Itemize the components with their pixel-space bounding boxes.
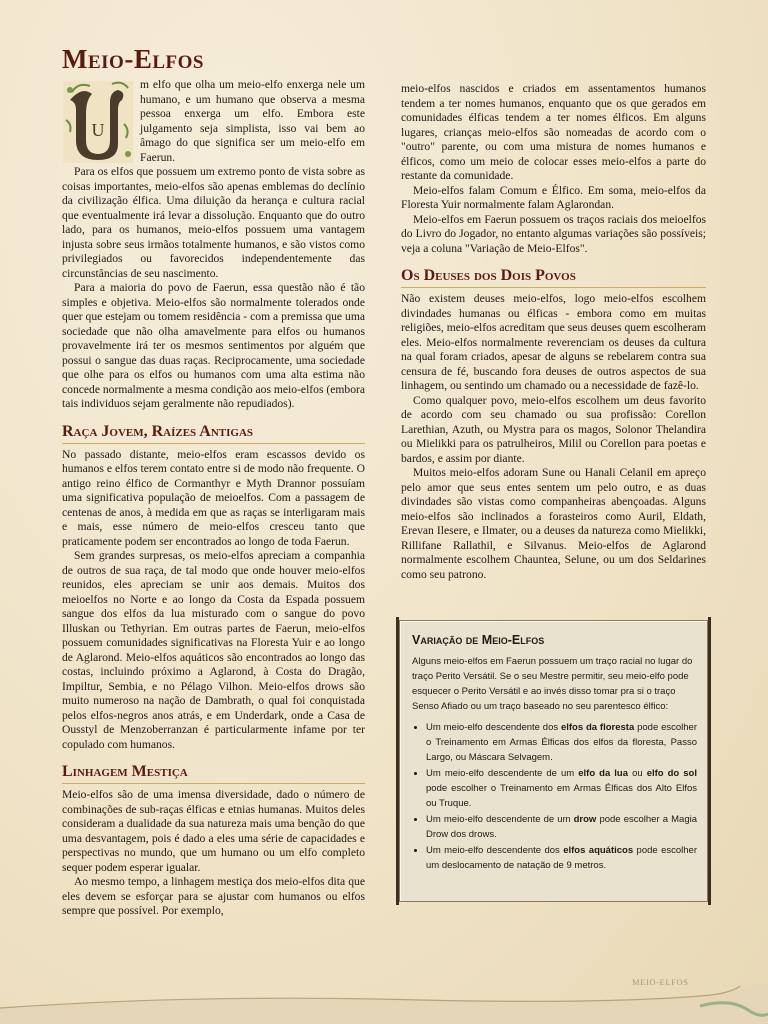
right-column <box>401 82 706 582</box>
section3-paragraph-2: Como qualquer povo, meio-elfos escolhem um deus favorito de acordo com seu chamado ou sua profissão: Corellon Larethian, Azuth, ou Mystra para os magos, Solonor Thelandira ou Mielikki para os patrulheiros, Milil ou Corellon para poetas e bardos, e assim por diante. <box>401 393 706 465</box>
section3-paragraph-3: Muitos meio-elfos adoram Sune ou Hanali Celanil em apreço pelo amor que seus entes sentem um pelo outro, e as duas divindades são vistas como companheiras abençoadas. Alguns meio-elfos são inclinados a forasteiros como Auril, Eldath, Erevan Ilesere, e Ilmater, ou a deuses da natureza como Mielikki, Rillifane Rallathil, e Silvanus. Meio-elfos de Aglarond normalmente escolhem Chauntea, Selune, ou um dos Seldarines como seu patrono. <box>401 466 706 581</box>
dropcap-u-icon <box>62 80 134 164</box>
section2-paragraph-2: Ao mesmo tempo, a linhagem mestiça dos meio-elfos dita que eles devem se esforçar para se ajustar com humanos ou elfos sempre que possível. Por exemplo, <box>62 875 365 917</box>
sidebar-title: Variação de Meio-Elfos <box>412 633 545 647</box>
section3-paragraph-1: Não existem deuses meio-elfos, logo meio-elfos escolhem divindades humanas ou élficas - embora como em muitas religiões, meio-elfos acreditam que seus deuses quem escolheram eles. Meio-elfos normalmente reverenciam os deuses da cultura na qual foram criados, apesar de alguns se rebelarem contra sua censura de fé, buscando fora deuses de outros aspectos de sua linhagem, ou sentindo um chamado ou a necessidade de fazê-lo. <box>401 292 706 392</box>
section1-paragraph-1: No passado distante, meio-elfos eram escassos devido os humanos e elfos terem contato entre si de modo não frequente. O antigo reino élfico de Cormanthyr e Myth Drannor possuíam uma significativa população de meioelfos. Com a passagem de centenas de anos, à medida em que as raças se interligaram mais e mais, esse número de meio-elfos cresceu tanto que praticamente podem ser encontrados ao longo de toda Faerun. <box>62 447 365 548</box>
intro-paragraph: m elfo que olha um meio-elfo enxerga nele um humano, e um humano que observa a mesma pessoa enxerga um elfo. Embora este julgamento seja simplista, isso vai bem ao âmago do que significa ser um meio-elfo em Faerun. <box>140 78 365 164</box>
right-paragraph-3: Meio-elfos em Faerun possuem os traços raciais dos meioelfos do Livro do Jogador, no entanto algumas variações são possíveis; veja a coluna "Variação de Meio-Elfos". <box>401 212 706 255</box>
sidebar-list <box>412 720 697 873</box>
sidebar-text: Alguns meio-elfos em Faerun possuem um traço racial no lugar do traço Perito Versátil. Se o seu Mestre permitir, seu meio-elfo pode esquecer o Perito Versátil e ao invés disso tomar pra si o traço Senso Afiado ou um traço baseado no seu parentesco élfico: <box>412 656 693 712</box>
sidebar-variacao <box>399 620 708 902</box>
section-heading-linhagem: Linhagem Mestiça <box>62 762 365 784</box>
intro-paragraph-3: Para a maioria do povo de Faerun, essa questão não é tão simples e objetiva. Meio-elfos são normalmente tolerados onde quer que estejam ou tomem residência - com a premissa que uma sociedade que não olha amavelmente para elfos ou humanos provavelmente irá ter os mesmos sentimentos por alguém que possui o sangue das duas raças. Reciprocamente, uma sociedade que olhe para os elfos ou humanos com uma alta estima não concede normalmente a mesma condição aos meio-elfos (embora tais individuos sejam geralmente não repudiados). <box>62 281 365 410</box>
section-heading-deuses: Os Deuses dos Dois Povos <box>401 266 706 288</box>
section1-paragraph-2: Sem grandes surpresas, os meio-elfos apreciam a companhia de outros de sua raça, de tal modo que onde houver meio-elfos reunidos, eles apreciam se unir aos demais. Muitos dos meioelfos no Norte e ao longo da Costa da Espada possuem sangue dos elfos da lua misturado com o sangue do povo Illuskan ou Tethyrian. Em outras partes de Faerun, meio-elfos possuem comunidades significativas na Floresta Yuir e ao longo de Aglarond. Meio-elfos aquáticos são encontrados ao longo das costas, incluindo próximo a Aglarond, à Costa do Dragão, Impiltur, Sembia, e no Pélago Vilhon. Meio-elfos drows são muito numeroso na nação de Dambrath, o qual foi conquistada pelos elfos-negros anos atrás, e em Underdark, onde a Casa de Ousstyl de Menzoberranzan é particularmente infame por ter copulado com humanos. <box>62 549 365 751</box>
dropcap-letter: U <box>91 120 105 140</box>
footer-label: MEIO-ELFOS <box>632 977 689 987</box>
list-item: • Um meio-elfo descendente de um elfo da lua ou elfo do sol pode escolher o Treinamento em Armas Élficas dos Alto Elfos ou Truque. <box>426 766 697 811</box>
list-item: • Um meio-elfo descendente dos elfos da floresta pode escolher o Treinamento em Armas Élficas dos elfos da floresta, Passo Largo, ou Máscara Selvagem. <box>426 720 697 765</box>
left-column <box>62 78 365 919</box>
footer-ornament-icon <box>0 984 768 1024</box>
right-paragraph-1: meio-elfos nascidos e criados em assentamentos humanos tendem a ter nomes humanos, enquanto que os que gerados em comunidades élficas tendem a ter nomes élficos. Em alguns lugares, crianças meio-elfos são nomeadas de acordo com o "outro" parente, ou com uma mistura de nomes humanos e élficos, como um meio de colocar esses meio-elfos a parte do restante da comunidade. <box>401 82 706 182</box>
section2-paragraph-1: Meio-elfos são de uma imensa diversidade, dado o número de combinações de sub-raças élficas e etnias humanas. Muitos deles consideram a dualidade da sua natureza mais uma benção do que uma desvantagem, pois é dado a eles uma série de capacidades e perspectivas no mundo, que um humano ou um elfo completo sequer podem esperar igualar. <box>62 788 365 874</box>
intro-block <box>62 78 365 281</box>
section-heading-raca-jovem: Raça Jovem, Raízes Antigas <box>62 422 365 444</box>
list-item: • Um meio-elfo descendente dos elfos aquáticos pode escolher um deslocamento de natação de 9 metros. <box>426 843 697 873</box>
list-item: • Um meio-elfo descendente de um drow pode escolher a Magia Drow dos drows. <box>426 812 697 842</box>
right-paragraph-2: Meio-elfos falam Comum e Élfico. Em soma, meio-elfos da Floresta Yuir normalmente falam Aglarondan. <box>401 183 706 211</box>
page-title: Meio-Elfos <box>62 44 204 74</box>
intro-paragraph-2: Para os elfos que possuem um extremo ponto de vista sobre as coisas importantes, meio-elfos são apenas emblemas do declínio da civilização élfica. Uma diluição da herança e cultura racial que eventualmente irá levar a dissolução. Enquanto que do outro lado, para os humanos, meio-elfos possuem uma vantagem injusta sobre seus irmãos totalmente humanos, e são vistos como privilegiados ou favorecidos independentemente das circunstâncias de seu nascimento. <box>62 165 365 280</box>
